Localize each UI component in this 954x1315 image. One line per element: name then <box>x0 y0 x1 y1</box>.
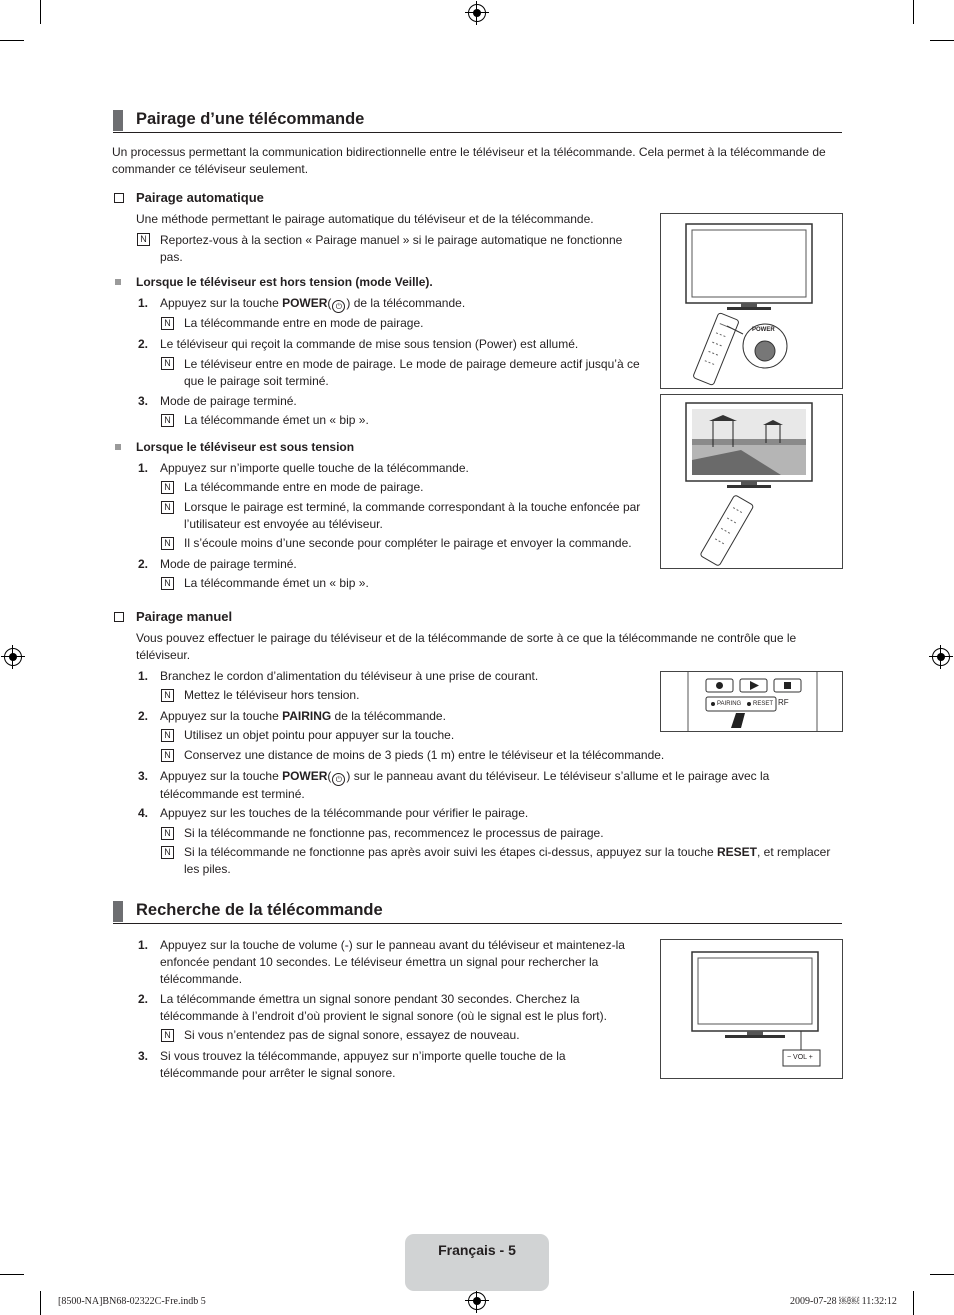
section-rule <box>113 132 842 133</box>
note-icon <box>161 414 174 427</box>
section-title: Pairage d’une télécommande <box>136 110 365 128</box>
standby-step3: Mode de pairage terminé. <box>160 394 297 408</box>
step-number: 2. <box>138 709 149 723</box>
note-icon <box>161 689 174 702</box>
figure-tv-volume <box>660 939 843 1079</box>
section-title: Recherche de la télécommande <box>136 901 383 919</box>
vol-minus-plus: − VOL + <box>787 1054 813 1061</box>
rf-label: RF <box>778 698 789 707</box>
subheading-auto: Pairage automatique <box>136 190 264 205</box>
on-step1-note2: Lorsque le pairage est terminé, la commande correspondant à la touche enfoncée par l’utilisateur est envoyée au téléviseur. <box>184 500 641 531</box>
note-icon <box>137 233 150 246</box>
manual-step2: Appuyez sur la touche PAIRING de la télécommande. <box>160 709 446 723</box>
step-number: 1. <box>138 461 149 475</box>
search-step1: Appuyez sur la touche de volume (-) sur le panneau avant du téléviseur et maintenez-la enfoncée pendant 10 secondes. Le téléviseur émettra un signal pour rechercher la télécommande. <box>160 938 625 986</box>
search-step2-note: Si vous n’entendez pas de signal sonore, essayez de nouveau. <box>184 1028 520 1042</box>
manual-step4-note1: Si la télécommande ne fonctionne pas, recommencez le processus de pairage. <box>184 826 604 840</box>
auto-note: Reportez-vous à la section « Pairage manuel » si le pairage automatique ne fonctionne pas. <box>160 233 623 264</box>
step-number: 1. <box>138 938 149 952</box>
registration-mark-icon <box>932 648 950 666</box>
page-number: Français - 5 <box>438 1242 516 1258</box>
reset-label: RESET <box>753 701 774 707</box>
manual-step1: Branchez le cordon d’alimentation du téléviseur à une prise de courant. <box>160 669 539 683</box>
subheading-manual: Pairage manuel <box>136 609 233 624</box>
tv-volume-illustration <box>661 940 842 1078</box>
figure-tv-remote-power <box>660 213 843 389</box>
note-icon <box>161 846 174 859</box>
on-step1: Appuyez sur n’importe quelle touche de la télécommande. <box>160 461 469 475</box>
note-icon <box>161 827 174 840</box>
crop-mark <box>913 1291 914 1315</box>
auto-desc: Une méthode permettant le pairage automatique du téléviseur et de la télécommande. <box>136 212 594 226</box>
slug-left: [8500-NA]BN68-02322C-Fre.indb 5 <box>58 1296 206 1307</box>
step-number: 2. <box>138 557 149 571</box>
standby-step3-note: La télécommande émet un « bip ». <box>184 413 369 427</box>
note-icon <box>161 749 174 762</box>
crop-mark <box>930 1274 954 1275</box>
registration-mark-icon <box>468 1292 486 1310</box>
standby-step2-note: Le téléviseur entre en mode de pairage. Le mode de pairage demeure actif jusqu’à ce que le pairage soit terminé. <box>184 357 640 388</box>
step-number: 1. <box>138 296 149 310</box>
on-step1-note3: Il s’écoule moins d’une seconde pour compléter le pairage et envoyer la commande. <box>184 536 632 550</box>
on-step1-note1: La télécommande entre en mode de pairage. <box>184 480 424 494</box>
on-step2: Mode de pairage terminé. <box>160 557 297 571</box>
note-icon <box>161 729 174 742</box>
tv-remote-illustration <box>661 214 842 388</box>
step-number: 4. <box>138 806 149 820</box>
note-icon <box>161 481 174 494</box>
note-icon <box>161 501 174 514</box>
power-icon: ⏻ <box>332 773 345 786</box>
step-number: 1. <box>138 669 149 683</box>
search-step3: Si vous trouvez la télécommande, appuyez sur n’importe quelle touche de la télécommande pour arrêter le signal sonore. <box>160 1049 566 1080</box>
note-icon <box>161 357 174 370</box>
section-bar <box>113 110 123 131</box>
step-number: 2. <box>138 337 149 351</box>
on-step2-note: La télécommande émet un « bip ». <box>184 576 369 590</box>
crop-mark <box>40 1291 41 1315</box>
manual-step3: Appuyez sur la touche POWER( ⏻ ) sur le panneau avant du téléviseur. Le téléviseur s’allume et le pairage avec la télécommande est terminé. <box>160 769 770 801</box>
crop-mark <box>0 1274 24 1275</box>
manual-step2-note1: Utilisez un objet pointu pour appuyer sur la touche. <box>184 728 455 742</box>
search-step2: La télécommande émettra un signal sonore pendant 30 secondes. Cherchez la télécommande à l’endroit d’où provient le signal sonore (où le signal est le plus fort). <box>160 992 607 1023</box>
step-number: 2. <box>138 992 149 1006</box>
manual-step4-note2: Si la télécommande ne fonctionne pas après avoir suivi les étapes ci-dessus, appuyez sur la touche RESET, et remplacer les piles. <box>184 845 831 876</box>
square-bullet-icon <box>115 444 121 450</box>
step-number: 3. <box>138 1049 149 1063</box>
manual-step2-note2: Conservez une distance de moins de 3 pieds (1 m) entre le téléviseur et la télécommande. <box>184 748 665 762</box>
step-number: 3. <box>138 769 149 783</box>
note-icon <box>161 537 174 550</box>
power-icon: ⏻ <box>332 300 345 313</box>
step-number: 3. <box>138 394 149 408</box>
registration-mark-icon <box>468 4 486 22</box>
crop-mark <box>913 0 914 24</box>
slug-right: 2009-07-28 ￼￼ 11:32:12 <box>790 1296 897 1307</box>
checkbox-bullet-icon <box>114 193 124 203</box>
standby-step2: Le téléviseur qui reçoit la commande de mise sous tension (Power) est allumé. <box>160 337 579 351</box>
on-heading: Lorsque le téléviseur est sous tension <box>136 440 355 454</box>
manual-desc: Vous pouvez effectuer le pairage du téléviseur et de la télécommande de sorte à ce que la télécommande ne contrôle que le téléviseur. <box>136 631 797 662</box>
remote-pairing-illustration <box>661 672 842 731</box>
standby-step1: Appuyez sur la touche POWER( ⏻ ) de la télécommande. <box>160 296 466 311</box>
section-rule <box>113 923 842 924</box>
square-bullet-icon <box>115 279 121 285</box>
power-label: POWER <box>752 327 775 333</box>
intro-text: Un processus permettant la communication bidirectionnelle entre le téléviseur et la télécommande. Cela permet à la télécommande de commander ce téléviseur seulement. <box>112 145 826 176</box>
registration-mark-icon <box>4 648 22 666</box>
section-bar <box>113 901 123 922</box>
manual-step4: Appuyez sur les touches de la télécommande pour vérifier le pairage. <box>160 806 529 820</box>
note-icon <box>161 1029 174 1042</box>
tv-beach-illustration <box>661 395 842 568</box>
crop-mark <box>0 40 24 41</box>
pairing-label: PAIRING <box>717 701 742 707</box>
note-icon <box>161 577 174 590</box>
figure-tv-on-remote <box>660 394 843 569</box>
standby-step1-note: La télécommande entre en mode de pairage. <box>184 316 424 330</box>
figure-remote-pairing <box>660 671 843 732</box>
checkbox-bullet-icon <box>114 612 124 622</box>
manual-step1-note: Mettez le téléviseur hors tension. <box>184 688 360 702</box>
crop-mark <box>930 40 954 41</box>
note-icon <box>161 317 174 330</box>
crop-mark <box>40 0 41 24</box>
standby-heading: Lorsque le téléviseur est hors tension (mode Veille). <box>136 275 433 289</box>
